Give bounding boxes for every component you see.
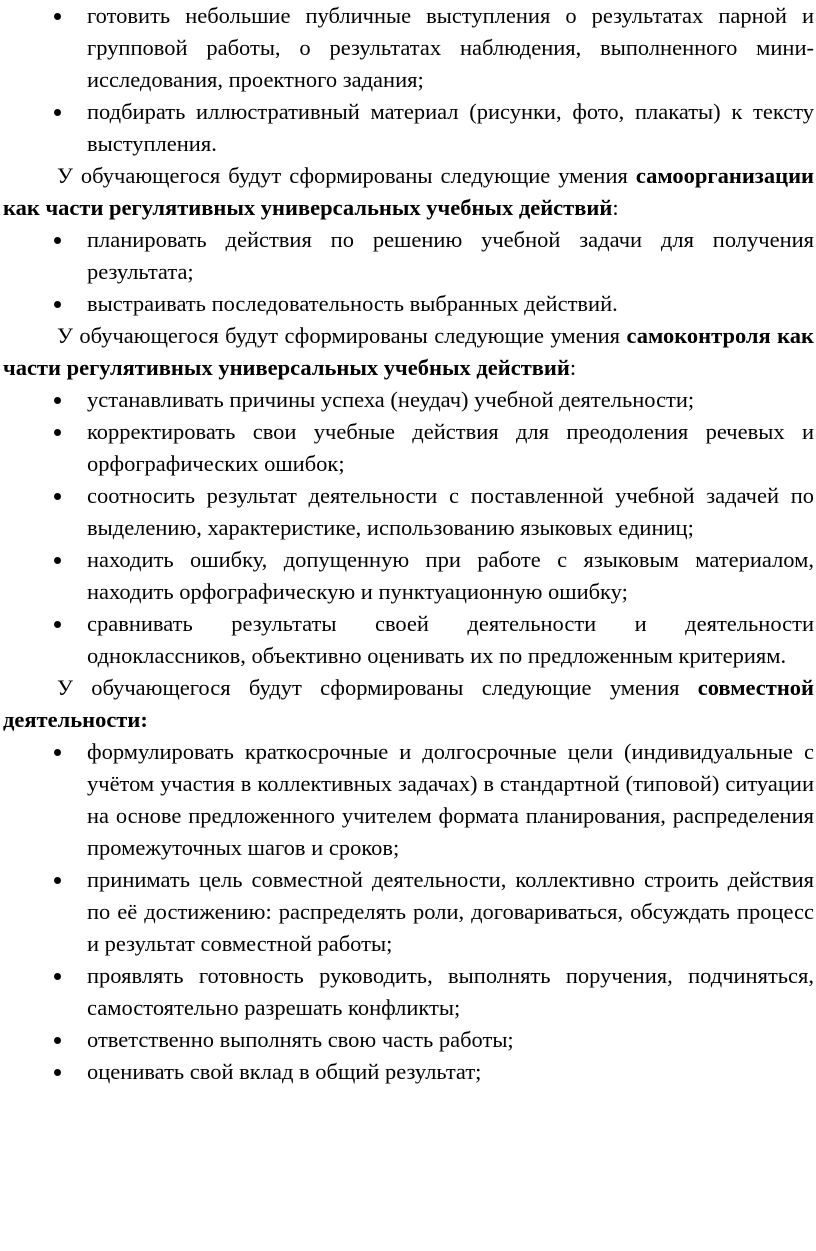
bullet-icon bbox=[54, 973, 61, 980]
self-control-intro: У обучающегося будут сформированы следующие умения самоконтроля как части регулятивных универсальных учебных действий: bbox=[3, 323, 814, 380]
communication-skills-list bbox=[3, 0, 814, 160]
bullet-icon bbox=[54, 1069, 61, 1076]
self-organization-intro: У обучающегося будут сформированы следующие умения самоорганизации как части регулятивных универсальных учебных действий: bbox=[3, 163, 814, 220]
bullet-icon bbox=[54, 109, 61, 116]
bullet-icon bbox=[54, 621, 61, 628]
bullet-icon bbox=[54, 397, 61, 404]
bullet-icon bbox=[54, 877, 61, 884]
list-item: проявлять готовность руководить, выполнять поручения, подчиняться, самостоятельно разрешать конфликты; bbox=[3, 960, 814, 1024]
self-control-list bbox=[3, 384, 814, 672]
list-item: ответственно выполнять свою часть работы; bbox=[3, 1024, 814, 1056]
list-item: соотносить результат деятельности с поставленной учебной задачей по выделению, характеристике, использованию языковых единиц; bbox=[3, 480, 814, 544]
bullet-icon bbox=[54, 493, 61, 500]
list-item: принимать цель совместной деятельности, коллективно строить действия по её достижению: распределять роли, договариваться, обсуждать процесс и результат совместной работы; bbox=[3, 864, 814, 960]
list-item: планировать действия по решению учебной задачи для получения результата; bbox=[3, 224, 814, 288]
joint-activity-intro: У обучающегося будут сформированы следующие умения совместной деятельности: bbox=[3, 675, 814, 732]
bullet-icon bbox=[54, 1037, 61, 1044]
list-item: готовить небольшие публичные выступления о результатах парной и групповой работы, о результатах наблюдения, выполненного мини-исследования, проектного задания; bbox=[3, 0, 814, 96]
list-item: корректировать свои учебные действия для преодоления речевых и орфографических ошибок; bbox=[3, 416, 814, 480]
bullet-icon bbox=[54, 301, 61, 308]
bullet-icon bbox=[54, 13, 61, 20]
joint-activity-list bbox=[3, 736, 814, 1088]
bullet-icon bbox=[54, 429, 61, 436]
list-item: находить ошибку, допущенную при работе с языковым материалом, находить орфографическую и пунктуационную ошибку; bbox=[3, 544, 814, 608]
bullet-icon bbox=[54, 237, 61, 244]
list-item: устанавливать причины успеха (неудач) учебной деятельности; bbox=[3, 384, 814, 416]
bullet-icon bbox=[54, 557, 61, 564]
list-item: подбирать иллюстративный материал (рисунки, фото, плакаты) к тексту выступления. bbox=[3, 96, 814, 160]
list-item: формулировать краткосрочные и долгосрочные цели (индивидуальные с учётом участия в коллективных задачах) в стандартной (типовой) ситуации на основе предложенного учителем формата планирования, распределения промежуточных шагов и сроков; bbox=[3, 736, 814, 864]
list-item: оценивать свой вклад в общий результат; bbox=[3, 1056, 814, 1088]
self-organization-list bbox=[3, 224, 814, 320]
bullet-icon bbox=[54, 749, 61, 756]
list-item: сравнивать результаты своей деятельности и деятельности одноклассников, объективно оценивать их по предложенным критериям. bbox=[3, 608, 814, 672]
list-item: выстраивать последовательность выбранных действий. bbox=[3, 288, 814, 320]
